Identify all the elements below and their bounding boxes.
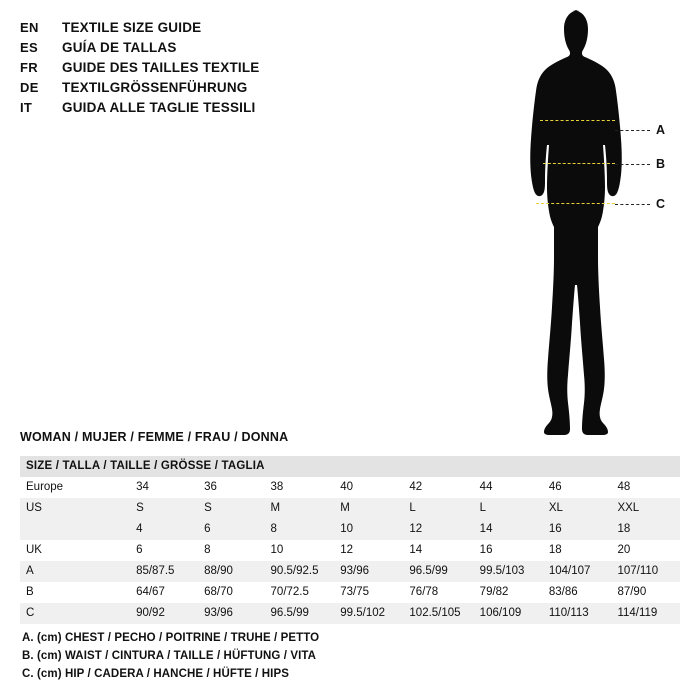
title-row bbox=[20, 100, 350, 115]
cell: 38 bbox=[265, 477, 335, 498]
title-lang-de: DE bbox=[20, 80, 39, 95]
cell: 20 bbox=[611, 540, 680, 561]
footnote-a: A. (cm) CHEST / PECHO / POITRINE / TRUHE / PETTO bbox=[22, 632, 320, 644]
cell: 73/75 bbox=[334, 582, 403, 603]
table-row bbox=[20, 519, 680, 540]
title-row bbox=[20, 60, 350, 75]
cell: 10 bbox=[334, 519, 403, 540]
cell: 18 bbox=[611, 519, 680, 540]
cell: 48 bbox=[611, 477, 680, 498]
table-header-row bbox=[20, 456, 680, 477]
chest-lead-line bbox=[615, 130, 650, 131]
waist-measure-line bbox=[543, 163, 615, 164]
cell: 12 bbox=[334, 540, 403, 561]
hip-measure-line bbox=[536, 203, 615, 204]
cell: 99.5/103 bbox=[474, 561, 543, 582]
table-row bbox=[20, 603, 680, 624]
cell: 14 bbox=[403, 540, 473, 561]
cell: 14 bbox=[474, 519, 543, 540]
cell: 8 bbox=[265, 519, 335, 540]
cell: 106/109 bbox=[474, 603, 543, 624]
section-heading: WOMAN / MUJER / FEMME / FRAU / DONNA bbox=[20, 430, 289, 444]
row-label-europe: Europe bbox=[20, 477, 130, 498]
measure-label-c: C bbox=[656, 197, 666, 211]
cell: 40 bbox=[334, 477, 403, 498]
row-label-c: C bbox=[20, 603, 130, 624]
table-header-label: SIZE / TALLA / TAILLE / GRÖSSE / TAGLIA bbox=[20, 456, 680, 477]
table-row bbox=[20, 561, 680, 582]
row-label-uk: UK bbox=[20, 540, 130, 561]
cell: M bbox=[334, 498, 403, 519]
measure-label-a: A bbox=[656, 123, 666, 137]
cell: 4 bbox=[130, 519, 198, 540]
cell: 10 bbox=[265, 540, 335, 561]
cell: 6 bbox=[198, 519, 264, 540]
measurement-figure bbox=[470, 8, 690, 438]
title-text-fr: GUIDE DES TAILLES TEXTILE bbox=[62, 60, 260, 75]
title-lang-it: IT bbox=[20, 100, 33, 115]
cell: 110/113 bbox=[543, 603, 612, 624]
footnotes bbox=[22, 632, 319, 686]
cell: 44 bbox=[474, 477, 543, 498]
row-label-a: A bbox=[20, 561, 130, 582]
table-row bbox=[20, 582, 680, 603]
cell: 16 bbox=[543, 519, 612, 540]
cell: 79/82 bbox=[474, 582, 543, 603]
title-text-es: GUÍA DE TALLAS bbox=[62, 40, 177, 55]
cell: 88/90 bbox=[198, 561, 264, 582]
row-label-b: B bbox=[20, 582, 130, 603]
cell: 85/87.5 bbox=[130, 561, 198, 582]
cell: 12 bbox=[403, 519, 473, 540]
cell: 87/90 bbox=[611, 582, 680, 603]
waist-lead-line bbox=[615, 164, 650, 165]
size-table bbox=[20, 456, 680, 624]
cell: 99.5/102 bbox=[334, 603, 403, 624]
footnote-b: B. (cm) WAIST / CINTURA / TAILLE / HÜFTUNG / VITA bbox=[22, 650, 317, 662]
cell: L bbox=[474, 498, 543, 519]
hip-lead-line bbox=[615, 204, 650, 205]
cell: 42 bbox=[403, 477, 473, 498]
cell: 16 bbox=[474, 540, 543, 561]
cell: S bbox=[130, 498, 198, 519]
cell: 90/92 bbox=[130, 603, 198, 624]
cell: 34 bbox=[130, 477, 198, 498]
title-row bbox=[20, 20, 350, 35]
cell: 64/67 bbox=[130, 582, 198, 603]
row-label-us: US bbox=[20, 498, 130, 519]
cell: S bbox=[198, 498, 264, 519]
cell: 107/110 bbox=[611, 561, 680, 582]
cell: 76/78 bbox=[403, 582, 473, 603]
title-block bbox=[20, 20, 350, 120]
title-row bbox=[20, 80, 350, 95]
cell: XXL bbox=[611, 498, 680, 519]
cell: 93/96 bbox=[198, 603, 264, 624]
cell: 8 bbox=[198, 540, 264, 561]
table-row bbox=[20, 498, 680, 519]
cell: 83/86 bbox=[543, 582, 612, 603]
footnote-c: C. (cm) HIP / CADERA / HANCHE / HÜFTE / HIPS bbox=[22, 668, 290, 680]
cell: 36 bbox=[198, 477, 264, 498]
title-text-en: TEXTILE SIZE GUIDE bbox=[62, 20, 202, 35]
cell: 18 bbox=[543, 540, 612, 561]
cell: 114/119 bbox=[611, 603, 680, 624]
row-label-us-numeric bbox=[20, 519, 130, 540]
title-text-it: GUIDA ALLE TAGLIE TESSILI bbox=[62, 100, 256, 115]
cell: 104/107 bbox=[543, 561, 612, 582]
measure-label-b: B bbox=[656, 157, 666, 171]
cell: 68/70 bbox=[198, 582, 264, 603]
female-body-silhouette-icon bbox=[515, 8, 645, 436]
title-lang-fr: FR bbox=[20, 60, 38, 75]
title-text-de: TEXTILGRÖSSENFÜHRUNG bbox=[62, 80, 248, 95]
cell: 70/72.5 bbox=[265, 582, 335, 603]
cell: 6 bbox=[130, 540, 198, 561]
cell: 46 bbox=[543, 477, 612, 498]
cell: 93/96 bbox=[334, 561, 403, 582]
cell: M bbox=[265, 498, 335, 519]
chest-measure-line bbox=[540, 120, 615, 121]
cell: 96.5/99 bbox=[403, 561, 473, 582]
title-lang-es: ES bbox=[20, 40, 38, 55]
table-row bbox=[20, 477, 680, 498]
title-lang-en: EN bbox=[20, 20, 39, 35]
cell: 96.5/99 bbox=[265, 603, 335, 624]
title-row bbox=[20, 40, 350, 55]
cell: 90.5/92.5 bbox=[265, 561, 335, 582]
table-row bbox=[20, 540, 680, 561]
cell: 102.5/105 bbox=[403, 603, 473, 624]
cell: XL bbox=[543, 498, 612, 519]
cell: L bbox=[403, 498, 473, 519]
